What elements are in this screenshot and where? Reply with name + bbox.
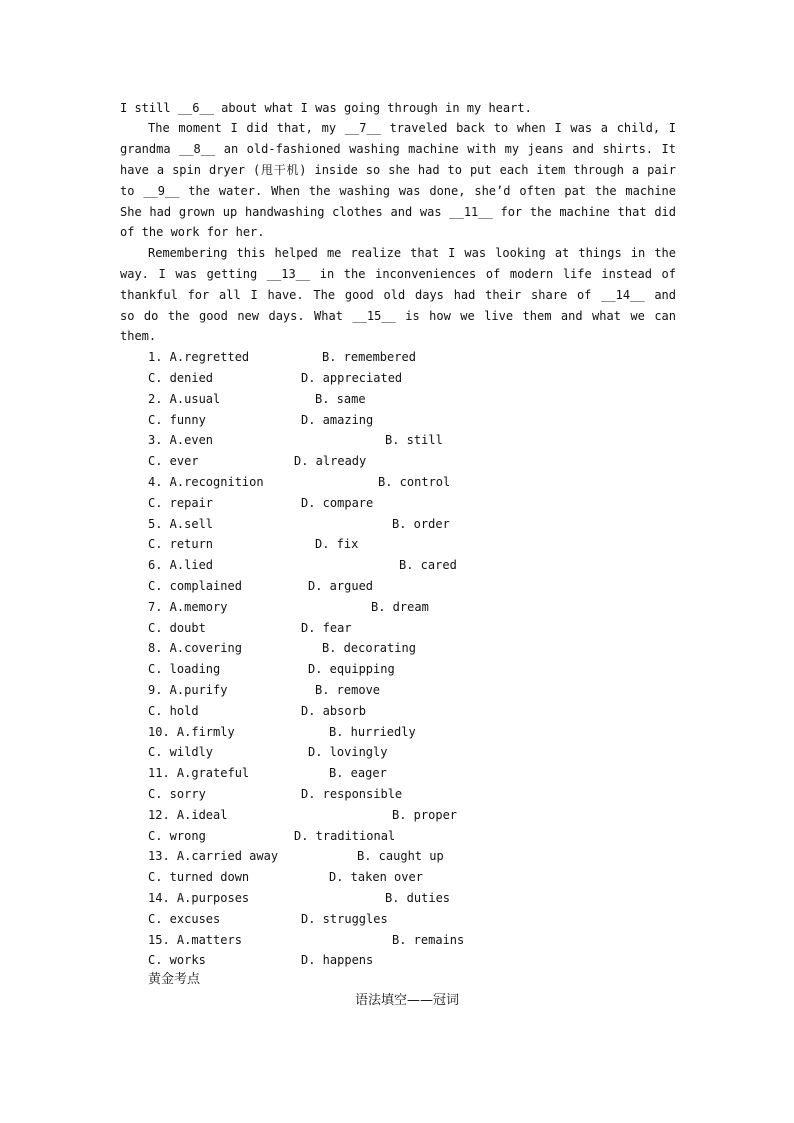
option-b: B. dream [371,600,429,614]
passage-line: thankful for all I have. The good old days had their share of __14__ and [120,288,676,302]
option-b: B. still [385,433,443,447]
option-b: B. same [315,392,366,406]
option-a: 15. A.matters [148,933,242,947]
option-a: 6. A.lied [148,558,214,572]
option-b: B. control [378,475,451,489]
option-a: 2. A.usual [148,392,221,406]
option-c: C. sorry [148,787,206,801]
passage-line: The moment I did that, my __7__ traveled back to when I was a child, I [148,121,676,135]
option-d: D. lovingly [308,745,388,759]
option-b: B. cared [399,558,457,572]
option-a: 3. A.even [148,433,214,447]
section-title: 语法填空——冠词 [355,993,460,1008]
option-d: D. amazing [301,413,374,427]
option-d: D. traditional [294,829,396,843]
passage-line: so do the good new days. What __15__ is how we live them and what we can [120,309,676,323]
option-a: 9. A.purify [148,683,228,697]
option-b: B. eager [329,766,387,780]
option-a: 1. A.regretted [148,350,250,364]
passage-line: She had grown up handwashing clothes and was __11__ for the machine that did [120,205,676,219]
section-label: 黄金考点 [148,972,201,987]
option-a: 5. A.sell [148,517,214,531]
passage-line: have a spin dryer (甩干机) inside so she had to put each item through a pair [120,163,676,177]
option-a: 12. A.ideal [148,808,228,822]
passage-line: I still __6__ about what I was going through in my heart. [120,101,532,115]
option-c: C. wrong [148,829,206,843]
option-a: 13. A.carried away [148,849,279,863]
passage-line: way. I was getting __13__ in the inconveniences of modern life instead of [120,267,676,281]
passage-line: Remembering this helped me realize that I was looking at things in the [148,246,676,260]
option-c: C. ever [148,454,199,468]
option-c: C. excuses [148,912,221,926]
option-a: 11. A.grateful [148,766,250,780]
option-d: D. responsible [301,787,403,801]
option-d: D. already [294,454,367,468]
passage-line: them. [120,329,157,343]
option-a: 10. A.firmly [148,725,235,739]
passage-line: grandma __8__ an old-fashioned washing machine with my jeans and shirts. It [120,142,676,156]
option-b: B. remembered [322,350,416,364]
option-d: D. equipping [308,662,395,676]
passage-line: to __9__ the water. When the washing was done, she’d often pat the machine [120,184,676,198]
option-c: C. repair [148,496,214,510]
option-a: 14. A.purposes [148,891,250,905]
option-c: C. complained [148,579,242,593]
option-d: D. happens [301,953,374,967]
option-d: D. appreciated [301,371,403,385]
option-b: B. remains [392,933,465,947]
option-d: D. absorb [301,704,367,718]
passage-line: of the work for her. [120,225,265,239]
option-c: C. hold [148,704,199,718]
option-c: C. return [148,537,214,551]
option-d: D. taken over [329,870,423,884]
option-b: B. hurriedly [329,725,416,739]
option-d: D. fear [301,621,352,635]
option-b: B. duties [385,891,451,905]
option-c: C. wildly [148,745,214,759]
option-d: D. fix [315,537,359,551]
option-b: B. decorating [322,641,416,655]
option-d: D. argued [308,579,374,593]
option-c: C. works [148,953,206,967]
option-a: 8. A.covering [148,641,242,655]
option-b: B. order [392,517,450,531]
option-c: C. denied [148,371,214,385]
option-d: D. compare [301,496,374,510]
option-c: C. doubt [148,621,206,635]
option-a: 4. A.recognition [148,475,264,489]
option-b: B. proper [392,808,458,822]
option-c: C. loading [148,662,221,676]
option-a: 7. A.memory [148,600,228,614]
option-d: D. struggles [301,912,388,926]
option-b: B. caught up [357,849,444,863]
option-b: B. remove [315,683,381,697]
option-c: C. turned down [148,870,250,884]
option-c: C. funny [148,413,206,427]
